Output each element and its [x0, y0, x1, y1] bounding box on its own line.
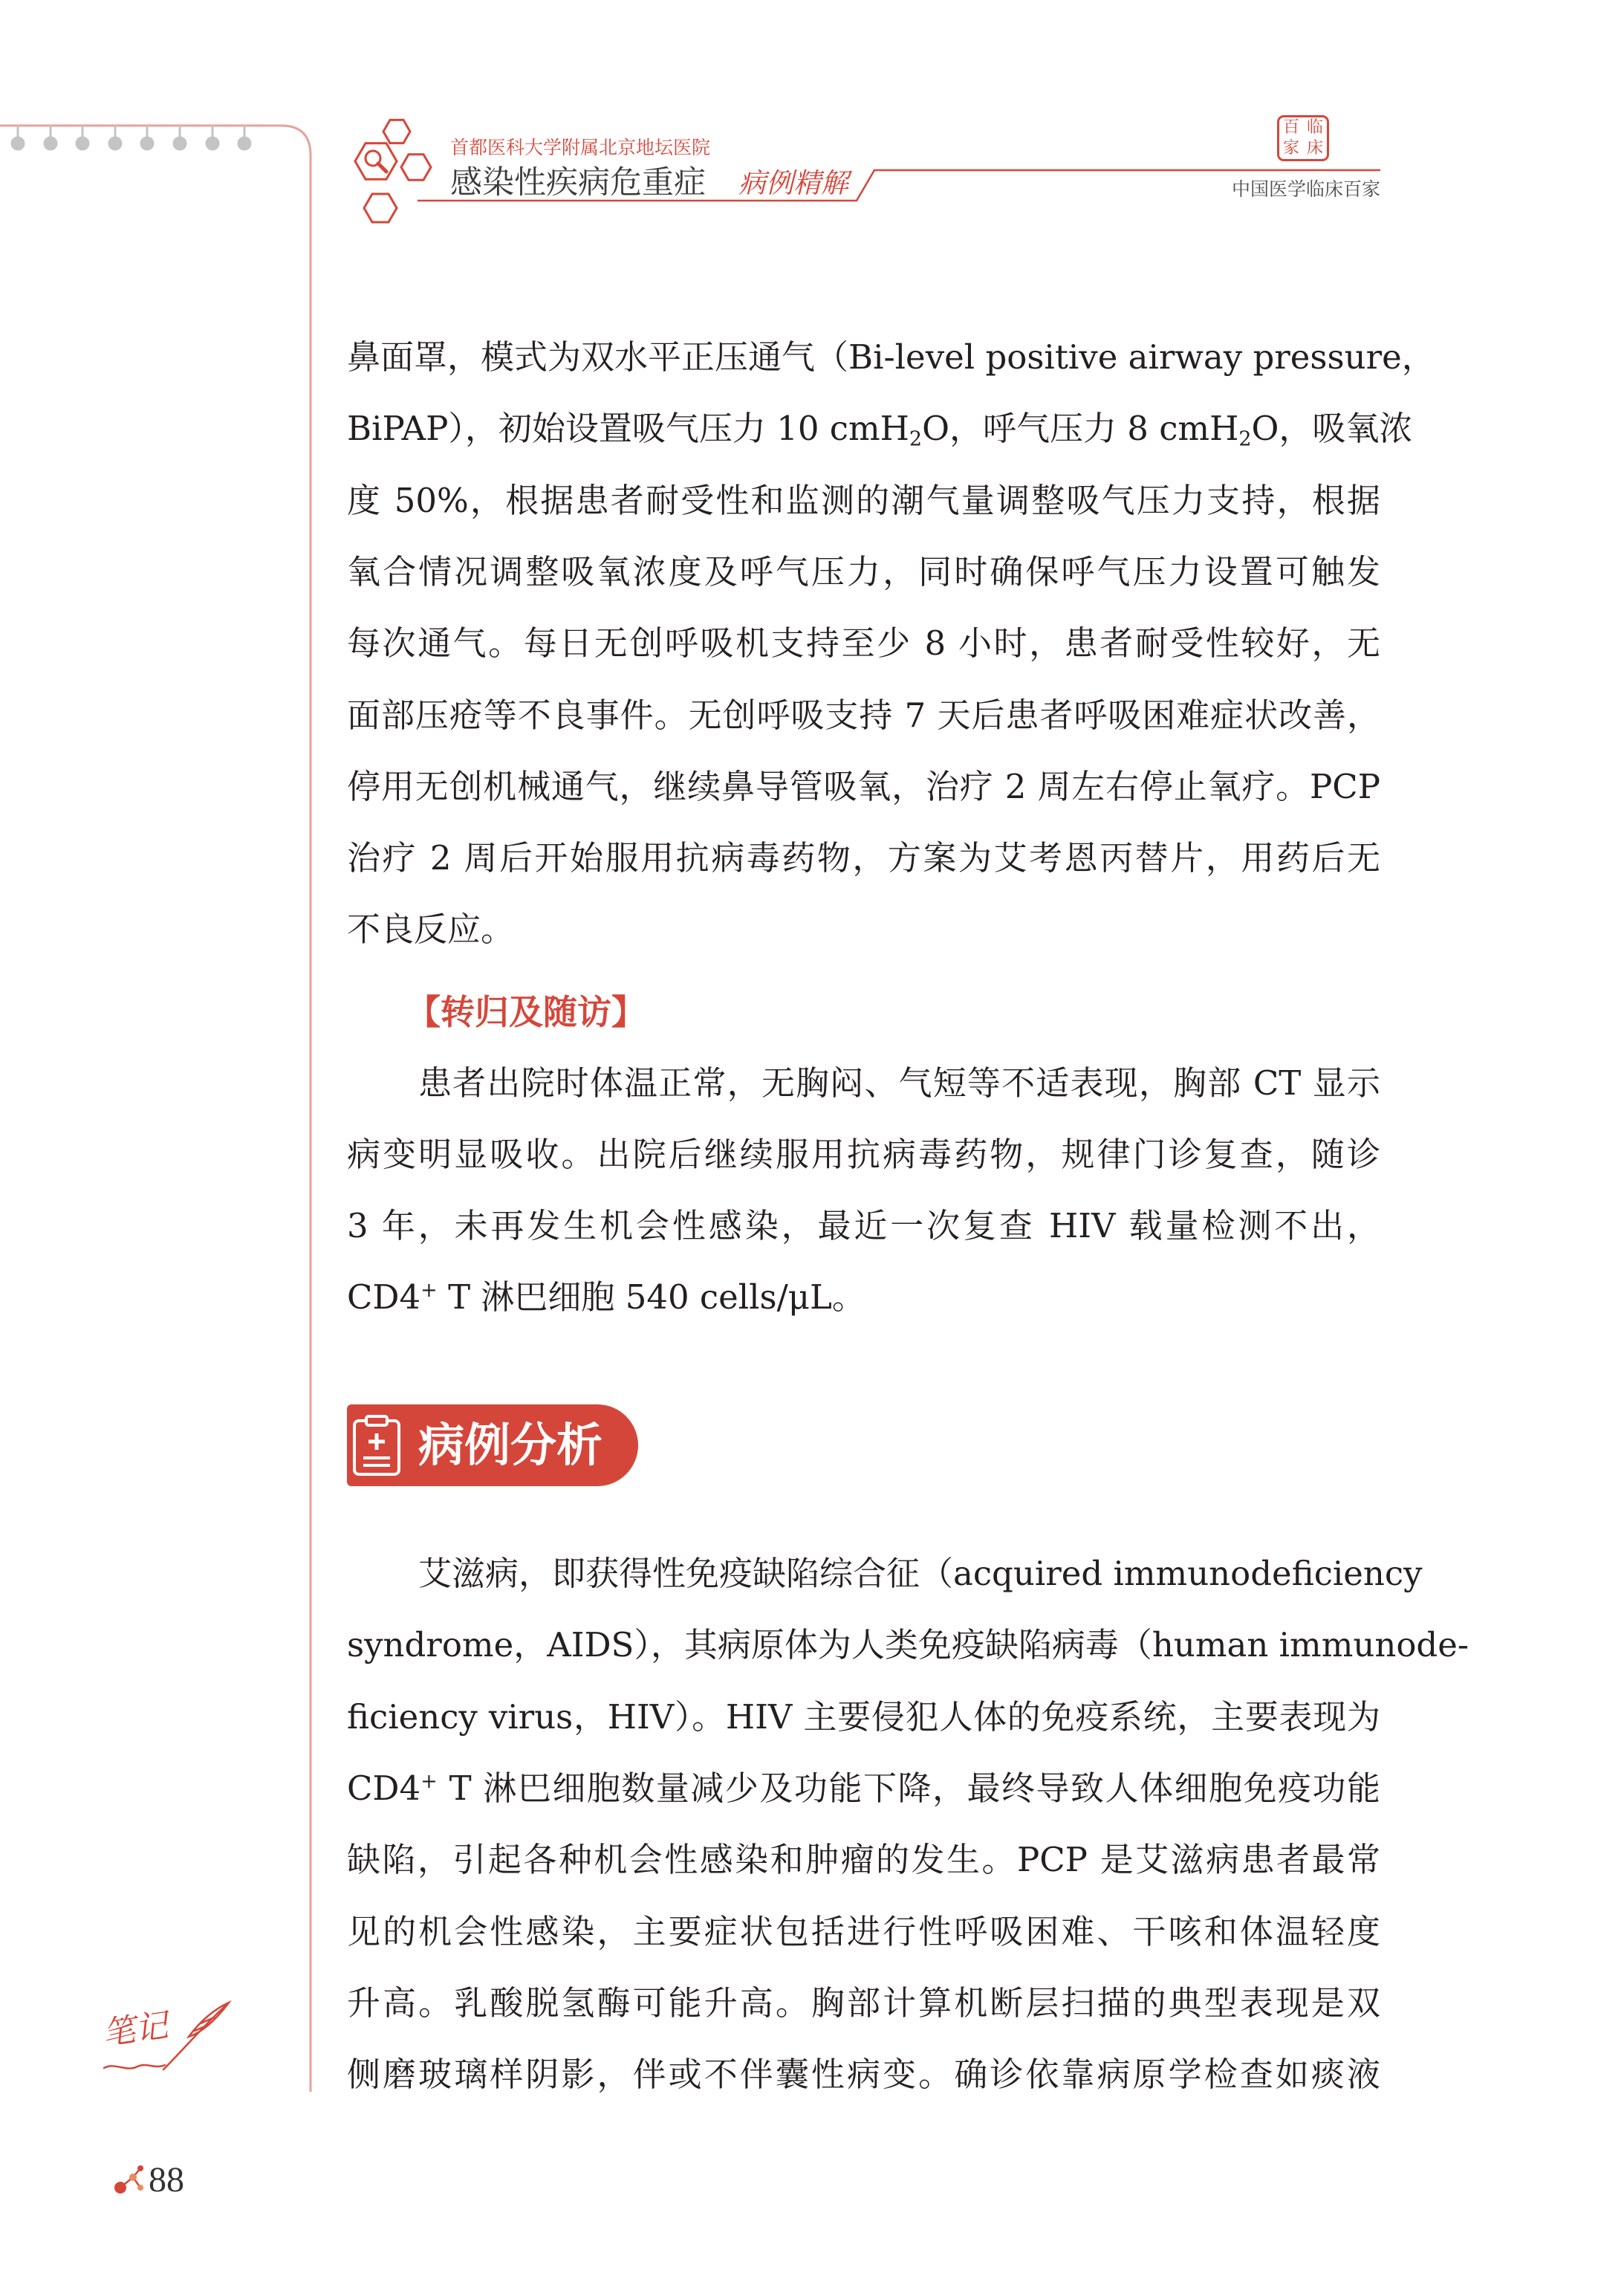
seal-char: 临: [1306, 118, 1323, 137]
text-line: 3 年，未再发生机会性感染，最近一次复查 HIV 载量检测不出，: [347, 1206, 1380, 1245]
followup-heading: 【转归及随访】: [406, 992, 646, 1032]
text-line: 氧合情况调整吸氧浓度及呼气压力，同时确保呼气压力设置可触发: [347, 552, 1380, 591]
superscript: +: [420, 1278, 438, 1302]
text-line: 度 50%，根据患者耐受性和监测的潮气量调整吸气压力支持，根据: [347, 481, 1380, 520]
seal-char: 百: [1282, 118, 1299, 137]
text-line: syndrome，AIDS），其病原体为人类免疫缺陷病毒（human immunode-: [347, 1625, 1469, 1665]
text-line: [347, 1262, 1380, 1333]
text-run: O，呼气压力 8 cmH: [922, 409, 1239, 448]
text-run: CD4: [347, 1277, 421, 1317]
text-line: 停用无创机械通气，继续鼻导管吸氧，治疗 2 周左右停止氧疗。PCP: [347, 767, 1380, 806]
section-title: 病例分析: [418, 1418, 603, 1472]
text-run: BiPAP），初始设置吸气压力 10 cmH: [347, 409, 909, 448]
text-run: T 淋巴细胞数量减少及功能下降，最终导致人体细胞免疫功能: [437, 1769, 1380, 1808]
text-line: 升高。乳酸脱氢酶可能升高。胸部计算机断层扫描的典型表现是双: [347, 1983, 1380, 2023]
text-run: T 淋巴细胞 540 cells/μL。: [437, 1277, 865, 1317]
text-line: 每次通气。每日无创呼吸机支持至少 8 小时，患者耐受性较好，无: [347, 623, 1380, 663]
text-line: 鼻面罩，模式为双水平正压通气（Bi-level positive airway pressure，: [347, 337, 1435, 377]
binding-rings-decoration: [0, 0, 327, 2103]
subscript: 2: [1238, 427, 1252, 451]
text-line: 治疗 2 周后开始服用抗病毒药物，方案为艾考恩丙替片，用药后无: [347, 838, 1380, 878]
text-line: 艾滋病，即获得性免疫缺陷综合征（acquired immunodeficiency: [418, 1554, 1423, 1593]
text-line: 病变明显吸收。出院后继续服用抗病毒药物，规律门诊复查，随诊: [347, 1135, 1380, 1174]
superscript: +: [420, 1769, 438, 1793]
text-run: CD4: [347, 1769, 421, 1808]
text-line: ficiency virus，HIV）。HIV 主要侵犯人体的免疫系统，主要表现为: [347, 1697, 1380, 1737]
series-title: 感染性疾病危重症: [450, 164, 706, 201]
text-line: 面部压疮等不良事件。无创呼吸支持 7 天后患者呼吸困难症状改善，: [347, 696, 1380, 735]
seal-char: 床: [1306, 139, 1323, 158]
series-subtitle: 病例精解: [738, 167, 848, 199]
brand-name: 中国医学临床百家: [1231, 178, 1380, 200]
hospital-name: 首都医科大学附属北京地坛医院: [450, 137, 711, 158]
header-rule: [0, 163, 1389, 208]
text-line: 缺陷，引起各种机会性感染和肿瘤的发生。PCP 是艾滋病患者最常: [347, 1840, 1380, 1879]
clipboard-medical-icon: [351, 1413, 402, 1477]
page-number: 88: [149, 2160, 184, 2200]
text-line: 侧磨玻璃样阴影，伴或不伴囊性病变。确诊依靠病原学检查如痰液: [347, 2055, 1380, 2094]
text-run: O，吸氧浓: [1251, 409, 1413, 448]
molecule-icon: [111, 2162, 146, 2198]
seal-char: 家: [1282, 139, 1299, 158]
text-line: 不良反应。: [347, 910, 515, 949]
notes-label: 笔记: [100, 2006, 171, 2053]
text-line: 患者出院时体温正常，无胸闷、气短等不适表现，胸部 CT 显示: [418, 1063, 1380, 1103]
seal-logo: [1277, 115, 1329, 161]
section-banner: [347, 1404, 638, 1486]
text-line: [347, 1753, 1380, 1824]
subscript: 2: [909, 427, 923, 451]
text-line: [347, 393, 1413, 464]
text-line: 见的机会性感染，主要症状包括进行性呼吸困难、干咳和体温轻度: [347, 1912, 1380, 1951]
